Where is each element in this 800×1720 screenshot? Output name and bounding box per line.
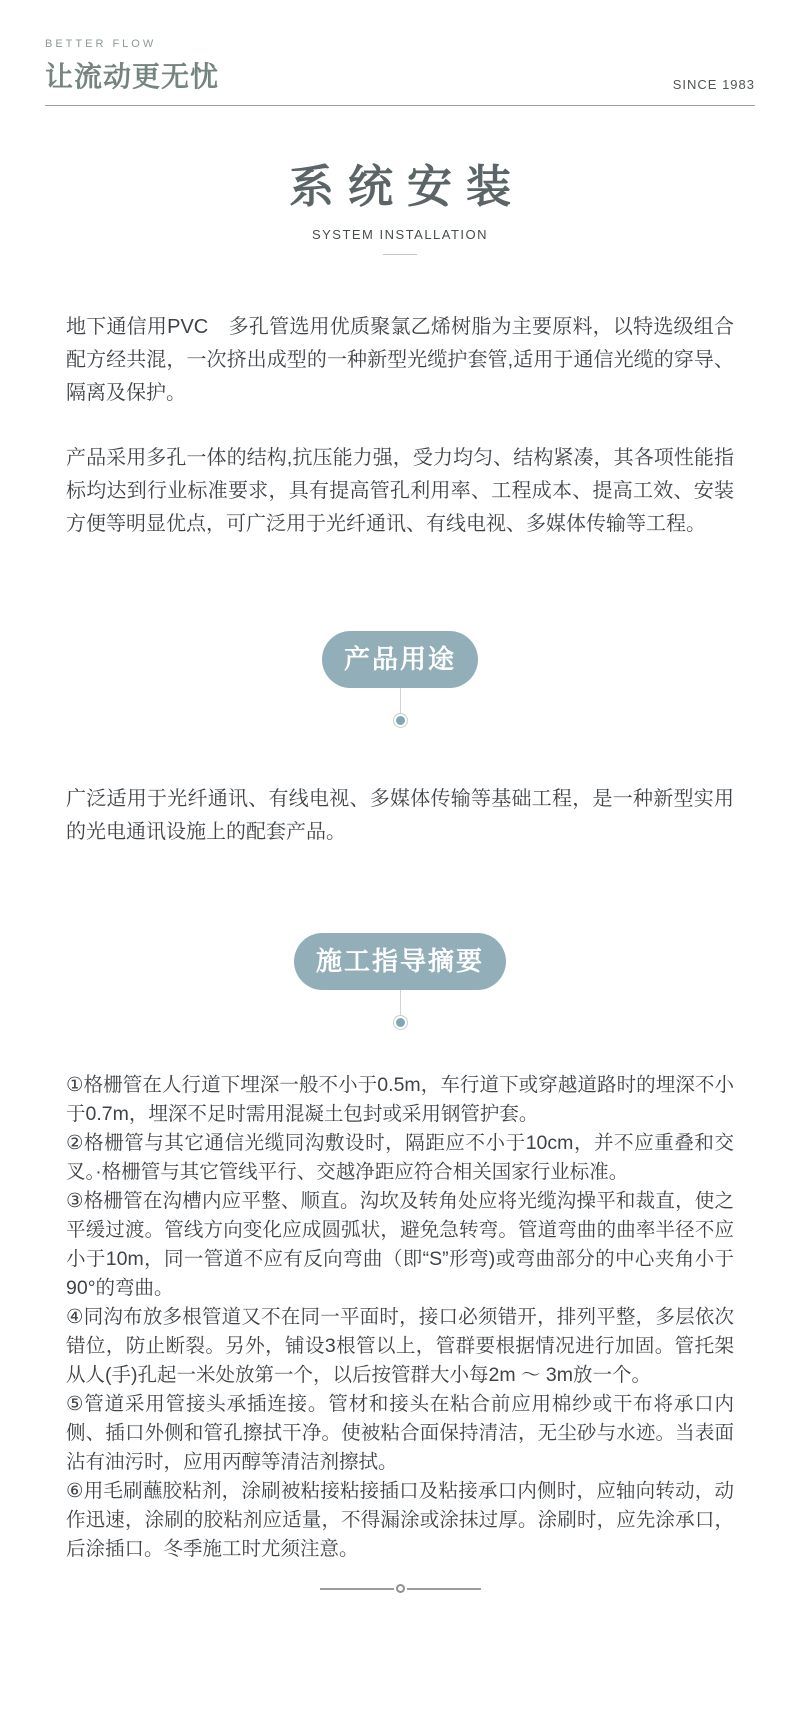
page-title: 系统安装 [288, 161, 525, 212]
intro-paragraph-2: 产品采用多孔一体的结构,抗压能力强，受力均匀、结构紧凑，其各项性能指标均达到行业标准要求，具有提高管孔利用率、工程成本、提高工效、安装方便等明显优点，可广泛用于光纤通讯、有线电视、多媒体传输等工程。 [66, 447, 734, 535]
section-guide-header [66, 933, 734, 1029]
guide-item-3: ③格栅管在沟槽内应平整、顺直。沟坎及转角处应将光缆沟操平和裁直，使之平缓过渡。管线方向变化应成圆弧状，避免急转弯。管道弯曲的曲率半径不应小于10m，同一管道不应有反向弯曲（即“S”形弯)或弯曲部分的中心夹角小于90°的弯曲。 [66, 1190, 734, 1299]
footer-ornament [66, 1584, 734, 1593]
footer-ornament-circle-icon [396, 1584, 405, 1593]
guide-list [66, 1071, 734, 1564]
content [45, 311, 755, 1593]
usage-paragraph: 广泛适用于光纤通讯、有线电视、多媒体传输等基础工程，是一种新型实用的光电通讯设施上的配套产品。 [66, 788, 734, 843]
header-divider [45, 105, 755, 106]
connector-line [400, 688, 401, 714]
brand-tagline: BETTER FLOW [45, 38, 157, 50]
guide-item-2: ②格栅管与其它通信光缆同沟敷设时，隔距应不小于10cm，并不应重叠和交叉。·格栅管与其它管线平行、交越净距应符合相关国家行业标准。 [66, 1132, 734, 1183]
section-badge-construction-guide: 施工指导摘要 [294, 933, 506, 990]
title-divider [383, 254, 417, 255]
footer-ornament-line [320, 1588, 394, 1590]
guide-item-6: ⑥用毛刷蘸胶粘剂，涂刷被粘接粘接插口及粘接承口内侧时，应轴向转动，动作迅速，涂刷的胶粘剂应适量，不得漏涂或涂抹过厚。涂刷时，应先涂承口，后涂插口。冬季施工时尤须注意。 [66, 1480, 734, 1560]
connector-dot-icon [394, 1016, 407, 1029]
brand-logo: 让流动更无忧 [45, 61, 220, 92]
section-badge-product-usage: 产品用途 [322, 631, 478, 688]
connector-line [400, 990, 401, 1016]
intro-paragraph-1: 地下通信用PVC 多孔管选用优质聚氯乙烯树脂为主要原料，以特选级组合配方经共混，一次挤出成型的一种新型光缆护套管,适用于通信光缆的穿导、隔离及保护。 [66, 316, 734, 404]
title-block [45, 150, 755, 255]
page-subtitle-en: SYSTEM INSTALLATION [311, 227, 489, 242]
page-header [45, 38, 755, 95]
guide-item-1: ①格栅管在人行道下埋深一般不小于0.5m，车行道下或穿越道路时的埋深不小于0.7m，埋深不足时需用混凝土包封或采用钢管护套。 [66, 1074, 734, 1125]
brand-block [45, 38, 219, 95]
guide-item-5: ⑤管道采用管接头承插连接。管材和接头在粘合前应用棉纱或干布将承口内侧、插口外侧和管孔擦拭干净。使被粘合面保持清洁，无尘砂与水迹。当表面沾有油污时，应用丙醇等清洁剂擦拭。 [66, 1393, 734, 1473]
guide-item-4: ④同沟布放多根管道又不在同一平面时，接口必须错开，排列平整，多层依次错位，防止断裂。另外，铺设3根管以上，管群要根据情况进行加固。管托架从人(手)孔起一米处放第一个，以后按管群大小每2m ～ 3m放一个。 [66, 1306, 734, 1386]
connector-dot-icon [394, 714, 407, 727]
brand-since: SINCE 1983 [672, 77, 755, 92]
footer-ornament-line [407, 1588, 481, 1590]
section-usage-header [66, 631, 734, 727]
